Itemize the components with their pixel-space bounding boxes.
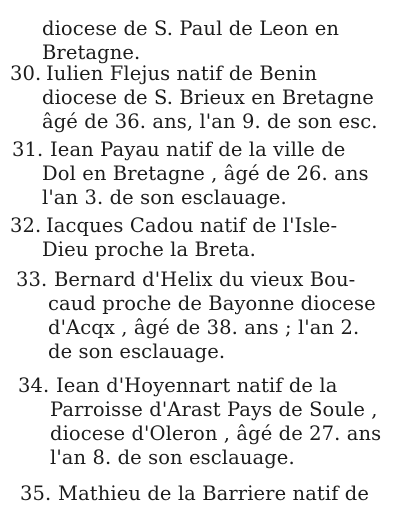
entry-33-number: 33. (16, 268, 48, 291)
entry-33-line-4: de son esclauage. (48, 340, 226, 363)
entry-29-line-2: Bretagne. (42, 41, 141, 64)
entry-31-line-1: Iean Payau natif de la ville de (50, 138, 346, 161)
entry-33-line-1: Bernard d'Helix du vieux Bou- (54, 268, 356, 291)
entry-34-number: 34. (18, 374, 50, 397)
entry-32-line-1: Iacques Cadou natif de l'Isle- (46, 214, 338, 237)
entry-30-line-2: diocese de S. Brieux en Bretagne (42, 86, 374, 109)
entry-32-number: 32. (10, 214, 42, 237)
entry-34-line-3: diocese d'Oleron , âgé de 27. ans (50, 422, 382, 445)
entry-34-line-2: Parroisse d'Arast Pays de Soule , (50, 398, 378, 421)
entry-32-line-2: Dieu proche la Breta. (42, 238, 256, 261)
entry-35-number: 35. (20, 482, 52, 505)
entry-29-line-1: diocese de S. Paul de Leon en (42, 17, 340, 40)
entry-31-line-2: Dol en Bretagne , âgé de 26. ans (42, 162, 369, 185)
entry-34-line-4: l'an 8. de son esclauage. (50, 446, 295, 469)
entry-33-line-3: d'Acqx , âgé de 38. ans ; l'an 2. (48, 316, 360, 339)
entry-30-line-3: âgé de 36. ans, l'an 9. de son esc. (42, 110, 378, 133)
entry-33-line-2: caud proche de Bayonne diocese (48, 292, 376, 315)
entry-35-line-1: Mathieu de la Barriere natif de (58, 482, 370, 505)
entry-30-number: 30. (10, 62, 42, 85)
entry-31-line-3: l'an 3. de son esclauage. (42, 186, 287, 209)
entry-34-line-1: Iean d'Hoyennart natif de la (56, 374, 338, 397)
entry-31-number: 31. (12, 138, 44, 161)
entry-30-line-1: Iulien Flejus natif de Benin (46, 62, 318, 85)
